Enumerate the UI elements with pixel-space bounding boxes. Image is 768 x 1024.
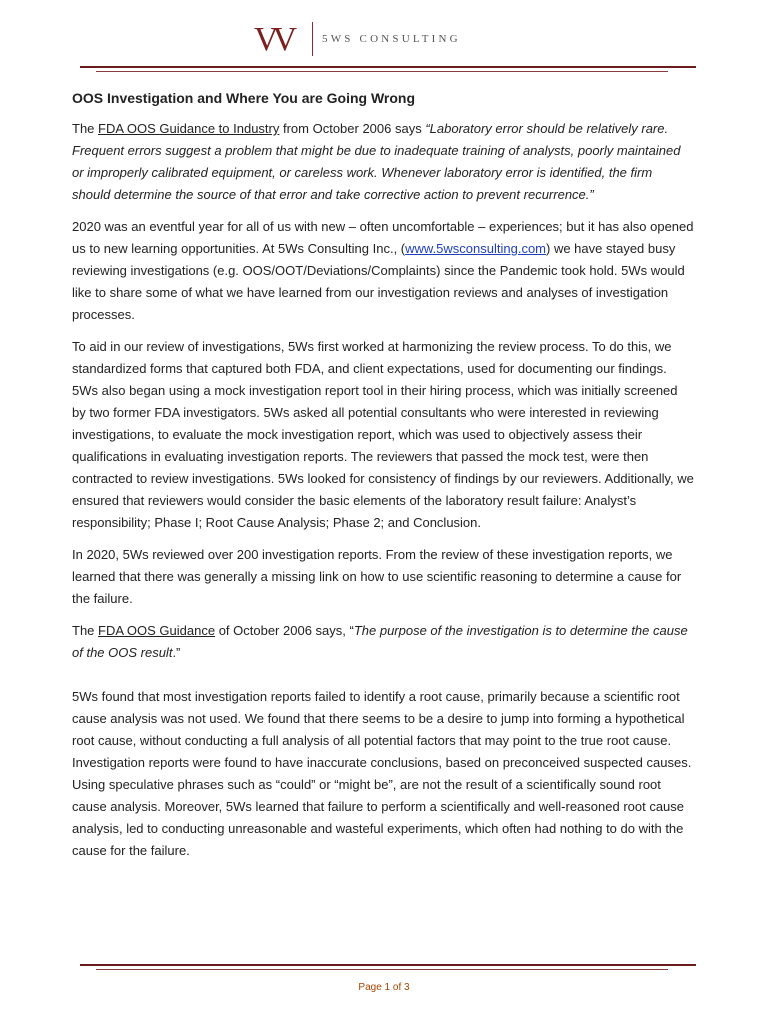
- paragraph-gap: [72, 674, 694, 686]
- p1-mid: from October 2006 says: [279, 121, 426, 136]
- p5-quote-open: “: [349, 623, 354, 638]
- paragraph-2020-reviews: In 2020, 5Ws reviewed over 200 investigation reports. From the review of these investigation reports, we learned that there was generally a missing link on how to use scientific reasoning to determine a cause for the failure.: [72, 547, 682, 606]
- p5-lead: The: [72, 623, 99, 638]
- header-rule-top: [80, 66, 696, 68]
- paragraph-review-process: To aid in our review of investigations, 5Ws first worked at harmonizing the review process. To do this, we standardized forms that captured both FDA, and client expectations, used for documenting our findings. 5Ws also began using a mock investigation report tool in their hiring process, which was initially screened by two former FDA investigators. 5Ws asked all potential consultants who were interested in reviewing investigations, to evaluate the mock investigation report, which was used to objectively assess their qualifications in evaluating investigation reports. The reviewers that passed the mock test, were then contracted to review investigations. 5Ws looked for consistency of findings by our reviewers. Additionally, we ensured that reviewers would consider the basic elements of the laboratory result failure: Analyst’s responsibility; Phase I; Root Cause Analysis; Phase 2; and Conclusion.: [72, 339, 694, 530]
- website-link[interactable]: www.5wsconsulting.com: [405, 241, 547, 256]
- p1-lead: The: [72, 121, 99, 136]
- fda-guidance-link[interactable]: FDA OOS Guidance to Industry: [98, 121, 280, 136]
- p2-pre: 2020 was an eventful year for all of us with new – often uncomfortable – experiences; but it has also opened us to new learning opportunities. At 5Ws Consulting Inc., (: [72, 219, 694, 256]
- paragraph-findings: 5Ws found that most investigation reports failed to identify a root cause, primarily because a scientific root cause analysis was not used. We found that there seems to be a desire to jump into forming a hypothetical root cause, without conducting a full analysis of all potential factors that may point to the true root cause. Investigation reports were found to have inaccurate conclusions, based on preconceived suspected causes. Using speculative phrases such as “could” or “might be”, are not the result of a scientifically sound root cause analysis. Moreover, 5Ws learned that failure to perform a scientifically and well-reasoned root cause analysis, led to conducting unreasonable and wasteful experiments, which often had nothing to do with the cause for the failure.: [72, 689, 692, 858]
- p5-quote-close: .”: [172, 645, 181, 660]
- company-logo-text: 5WS CONSULTING: [322, 33, 461, 45]
- paragraph-fda-quote: [72, 118, 694, 206]
- p5-mid: of October 2006 says,: [215, 623, 350, 638]
- document-body: [72, 88, 694, 872]
- page-number: Page 1 of 3: [358, 982, 410, 993]
- page-header: [0, 0, 768, 80]
- p1-quote: “Laboratory error should be relatively rare. Frequent errors suggest a problem that might be due to inadequate training of analysts, poorly maintained or improperly calibrated equipment, or careless work. Whenever laboratory error is identified, the firm should determine the source of that error and take corrective action to prevent recurrence.”: [72, 121, 681, 202]
- header-rule-bottom: [96, 71, 668, 72]
- p2-post: ) we have stayed busy reviewing investigations (e.g. OOS/OOT/Deviations/Complaints) since the Pandemic took hold. 5Ws would like to share some of what we have learned from our investigation reviews and analyses of investigation processes.: [72, 241, 685, 322]
- logo-divider: [312, 22, 313, 56]
- footer-rule-top: [80, 964, 696, 966]
- paragraph-2020: [72, 216, 694, 326]
- document-title: OOS Investigation and Where You are Going Wrong: [72, 90, 416, 106]
- fda-guidance-link-2[interactable]: FDA OOS Guidance: [98, 623, 216, 638]
- paragraph-fda-purpose: [72, 620, 694, 664]
- company-logo-mark: VV: [254, 21, 292, 58]
- footer-rule-bottom: [96, 969, 668, 970]
- p5-quote: The purpose of the investigation is to determine the cause of the OOS result: [72, 623, 688, 660]
